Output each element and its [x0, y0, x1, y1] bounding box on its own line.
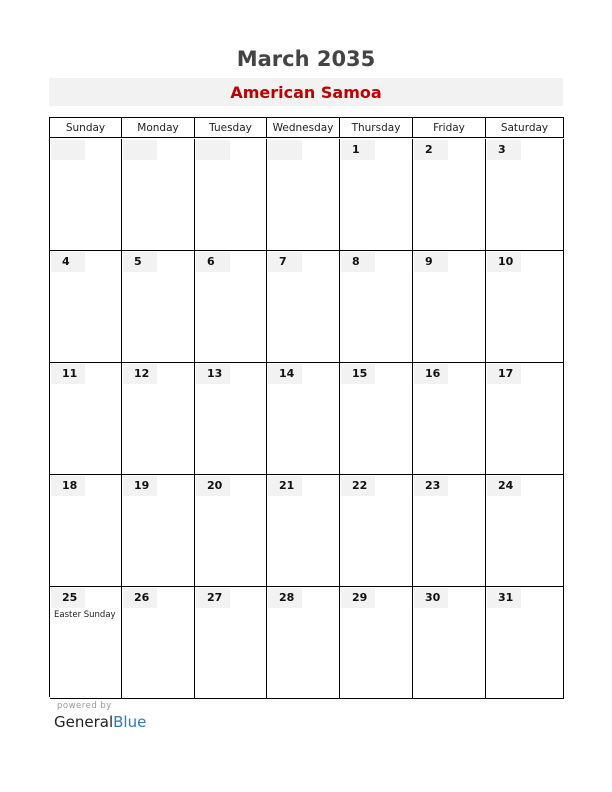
day-cell[interactable] [340, 363, 413, 475]
day-number: 4 [51, 252, 85, 272]
powered-by-text: powered by [57, 701, 112, 711]
day-number: 28 [268, 588, 302, 608]
day-cell[interactable] [122, 139, 195, 251]
day-number: 3 [487, 140, 521, 160]
day-number: 16 [414, 364, 448, 384]
day-number: 24 [487, 476, 521, 496]
day-number: 27 [196, 588, 230, 608]
day-number [268, 140, 302, 160]
day-cell[interactable] [413, 251, 486, 363]
day-cell[interactable] [486, 587, 564, 699]
day-cell[interactable] [195, 139, 267, 251]
day-number: 14 [268, 364, 302, 384]
day-number: 11 [51, 364, 85, 384]
day-number: 30 [414, 588, 448, 608]
day-number [51, 140, 85, 160]
day-number [196, 140, 230, 160]
day-number: 9 [414, 252, 448, 272]
day-number: 23 [414, 476, 448, 496]
weekday-header-saturday: Saturday [486, 118, 564, 138]
day-number: 2 [414, 140, 448, 160]
day-number: 22 [341, 476, 375, 496]
day-cell[interactable] [50, 587, 122, 699]
region-banner [49, 78, 563, 106]
day-cell[interactable] [122, 475, 195, 587]
day-number: 1 [341, 140, 375, 160]
day-cell[interactable] [267, 587, 340, 699]
day-number: 13 [196, 364, 230, 384]
day-cell[interactable] [340, 139, 413, 251]
region-name: American Samoa [230, 83, 382, 102]
day-cell[interactable] [413, 475, 486, 587]
day-cell[interactable] [195, 363, 267, 475]
day-cell[interactable] [50, 475, 122, 587]
weekday-header-wednesday: Wednesday [267, 118, 340, 138]
day-cell[interactable] [413, 139, 486, 251]
day-number: 20 [196, 476, 230, 496]
weekday-header-row [50, 118, 564, 138]
day-number: 31 [487, 588, 521, 608]
generalblue-logo[interactable] [54, 713, 146, 731]
day-cell[interactable] [267, 363, 340, 475]
brand-general: General [54, 713, 114, 731]
day-number: 5 [123, 252, 157, 272]
day-cell[interactable] [50, 139, 122, 251]
day-cell[interactable] [486, 475, 564, 587]
day-cell[interactable] [340, 251, 413, 363]
day-number: 19 [123, 476, 157, 496]
day-cell[interactable] [267, 251, 340, 363]
day-cell[interactable] [122, 363, 195, 475]
day-number: 8 [341, 252, 375, 272]
weekday-header-thursday: Thursday [340, 118, 413, 138]
day-cell[interactable] [122, 587, 195, 699]
day-number [123, 140, 157, 160]
weekday-header-sunday: Sunday [50, 118, 122, 138]
day-cell[interactable] [486, 251, 564, 363]
day-cell[interactable] [50, 363, 122, 475]
day-cell[interactable] [195, 475, 267, 587]
calendar-title: March 2035 [236, 47, 376, 71]
day-number: 29 [341, 588, 375, 608]
day-number: 10 [487, 252, 521, 272]
day-number: 12 [123, 364, 157, 384]
day-cell[interactable] [486, 363, 564, 475]
day-cell[interactable] [50, 251, 122, 363]
weekday-header-monday: Monday [122, 118, 195, 138]
day-number: 26 [123, 588, 157, 608]
day-cell[interactable] [413, 587, 486, 699]
day-cell[interactable] [195, 587, 267, 699]
brand-blue: Blue [113, 713, 147, 731]
day-cell[interactable] [340, 587, 413, 699]
day-number: 7 [268, 252, 302, 272]
weekday-header-friday: Friday [413, 118, 486, 138]
day-number: 6 [196, 252, 230, 272]
day-number: 25 [51, 588, 85, 608]
day-number: 21 [268, 476, 302, 496]
day-number: 15 [341, 364, 375, 384]
day-cell[interactable] [413, 363, 486, 475]
holiday-label: Easter Sunday [54, 610, 116, 620]
day-number: 17 [487, 364, 521, 384]
day-cell[interactable] [122, 251, 195, 363]
day-cell[interactable] [340, 475, 413, 587]
weekday-header-tuesday: Tuesday [195, 118, 267, 138]
day-cell[interactable] [195, 251, 267, 363]
day-cell[interactable] [486, 139, 564, 251]
day-cell[interactable] [267, 475, 340, 587]
calendar-grid [49, 117, 564, 697]
day-number: 18 [51, 476, 85, 496]
day-cell[interactable] [267, 139, 340, 251]
